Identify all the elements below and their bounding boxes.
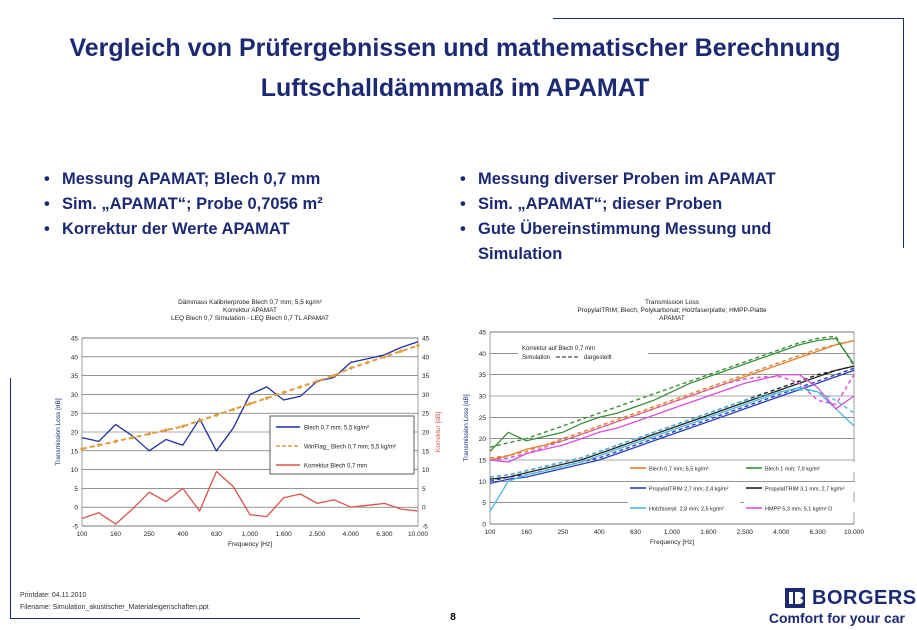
y-tick-label: 25 [70, 410, 78, 418]
y-tick-label: 15 [70, 448, 78, 456]
left-bullet-2: • Sim. „APAMAT“; Probe 0,7056 m² [44, 192, 424, 217]
y-right-tick-label: 20 [422, 429, 430, 437]
x-tick-label: 6.300 [809, 529, 826, 536]
y-tick-label: 30 [478, 393, 486, 401]
left-bullet-1: • Messung APAMAT; Blech 0,7 mm [44, 167, 424, 192]
x-tick-label: 630 [630, 529, 642, 536]
chart-subtitle-1: PropylatTRIM; Blech; Polykarbonat; Holzfaserplatte; HMPP-Platte [577, 307, 767, 314]
left-bullet-list [44, 167, 424, 242]
x-tick-label: 10.000 [844, 529, 864, 536]
y-right-tick-label: 35 [422, 373, 430, 381]
slide-title-line1: Vergleich von Prüfergebnissen und mathematischer Berechnung [69, 34, 841, 62]
chart-subtitle-2: LEQ Blech 0,7 Simulation - LEQ Blech 0,7 TL APAMAT [171, 315, 329, 322]
x-tick-label: 1.600 [700, 529, 717, 536]
x-tick-label: 250 [143, 531, 155, 538]
y-tick-label: 30 [70, 391, 78, 399]
y-tick-label: 15 [478, 457, 486, 465]
slogan: Comfort for your car [768, 610, 905, 626]
y-right-tick-label: 10 [422, 467, 430, 475]
right-bullet-list [460, 167, 840, 267]
x-tick-label: 160 [520, 529, 532, 536]
y-tick-label: 5 [482, 500, 486, 508]
chart-title: Dämmass Kalibrierprobe Blech 0,7 mm; 5,5 kg/m² [178, 299, 322, 306]
slide-title-line2: Luftschalldämmmaß im APAMAT [260, 74, 650, 102]
footer-printdate: Printdate: 04.11.2010 [20, 592, 87, 599]
y-right-tick-label: 5 [422, 485, 426, 493]
x-tick-label: 4.000 [342, 531, 359, 538]
logo-text: BORGERS [812, 587, 917, 609]
x-tick-label: 10.000 [408, 531, 428, 538]
y-right-tick-label: 45 [422, 335, 430, 343]
y-tick-label: 45 [70, 335, 78, 343]
y-tick-label: -5 [72, 523, 78, 531]
legend-label: Blech 0,7 mm; 5,5 kg/m² [649, 466, 709, 473]
legend-label: PropylatTRIM 2,7 mm; 2,4 kg/m² [649, 486, 729, 493]
borgers-logo-icon [785, 588, 805, 608]
chart-calibration [52, 296, 452, 554]
y-tick-label: 45 [478, 329, 486, 337]
x-tick-label: 100 [76, 531, 88, 538]
x-tick-label: 1.000 [241, 531, 259, 538]
right-bullet-3: • Gute Übereinstimmung Messung und Simulation [460, 217, 840, 267]
chart-title: Transmission Loss [645, 299, 699, 306]
legend-label: WinFlag_ Blech 0,7 mm; 5,5 kg/m² [304, 444, 397, 451]
y-tick-label: 35 [478, 372, 486, 380]
annotation-line-1: Korrektur auf Blech 0,7 mm [522, 346, 596, 352]
legend-label: Blech 0,7 mm; 5,5 kg/m² [304, 425, 370, 432]
x-tick-label: 630 [210, 531, 222, 538]
y-right-tick-label: -5 [422, 523, 428, 531]
right-bullet-2: • Sim. „APAMAT“; dieser Proben [460, 192, 840, 217]
legend-label: PropylatTRIM 3,1 mm; 2,7 kg/m² [765, 486, 845, 493]
x-tick-label: 4.000 [773, 529, 790, 536]
x-axis-label: Frequency [Hz] [649, 539, 695, 546]
annotation-line-2b: dargestellt [584, 355, 612, 361]
page-number: 8 [450, 612, 456, 623]
chart-transmission-loss [463, 296, 876, 558]
y-tick-label: 10 [478, 478, 486, 486]
y-axis-label: Transmission Loss [dB] [463, 394, 470, 462]
y-tick-label: 20 [70, 429, 78, 437]
y-right-tick-label: 15 [422, 448, 430, 456]
frame-line-left [10, 378, 11, 618]
y-tick-label: 40 [70, 354, 78, 362]
right-bullet-1: • Messung diverser Proben im APAMAT [460, 167, 840, 192]
legend-label: Blech 1 mm; 7,9 kg/m² [765, 466, 821, 473]
y-right-tick-label: 25 [422, 410, 430, 418]
footer-filename: Filename: Simulation_akustischer_Materialeigenschaften.ppt [20, 604, 209, 611]
y-tick-label: 0 [482, 521, 486, 529]
x-tick-label: 1.000 [663, 529, 681, 536]
y-right-tick-label: 40 [422, 354, 430, 362]
y-axis-label-right: Korrektur [dB] [435, 411, 442, 453]
frame-line-bottom [10, 618, 360, 619]
y-axis-label: Transmission Loss [dB] [55, 398, 62, 466]
y-tick-label: 10 [70, 467, 78, 475]
legend-label: Holzfaserpl. 2,8 mm; 2,5 kg/m² [649, 506, 724, 513]
y-tick-label: 40 [478, 350, 486, 358]
x-tick-label: 100 [484, 529, 496, 536]
y-right-tick-label: 30 [422, 391, 430, 399]
legend-label: Korrektur Blech 0,7 mm [304, 463, 368, 470]
x-tick-label: 400 [593, 529, 605, 536]
borgers-logo [785, 586, 917, 610]
legend-label: HMPP 5,3 mm; 5,1 kg/m² O [765, 506, 833, 513]
x-tick-label: 6.300 [376, 531, 393, 538]
x-tick-label: 160 [110, 531, 122, 538]
annotation-line-2a: Simulation [522, 355, 551, 361]
x-tick-label: 2.500 [736, 529, 753, 536]
chart-subtitle-1: Korrektur APAMAT [223, 307, 277, 314]
y-tick-label: 20 [478, 436, 486, 444]
x-tick-label: 2.500 [309, 531, 326, 538]
x-tick-label: 250 [557, 529, 569, 536]
chart-subtitle-2: APAMAT [659, 315, 685, 322]
frame-line-top [553, 18, 903, 19]
left-bullet-3: • Korrektur der Werte APAMAT [44, 217, 424, 242]
y-tick-label: 35 [70, 373, 78, 381]
x-axis-label: Frequency [Hz] [227, 541, 273, 548]
y-tick-label: 0 [74, 504, 78, 512]
y-right-tick-label: 0 [422, 504, 426, 512]
x-tick-label: 1.600 [275, 531, 292, 538]
y-tick-label: 25 [478, 414, 486, 422]
x-tick-label: 400 [177, 531, 189, 538]
y-tick-label: 5 [74, 485, 78, 493]
